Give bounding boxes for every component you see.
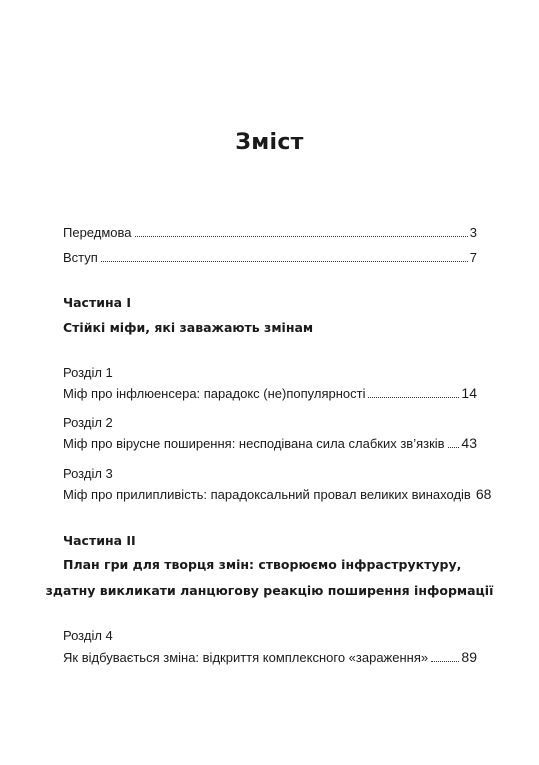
- dot-leader: [101, 260, 468, 262]
- dot-leader: [448, 446, 460, 448]
- toc-entry-label: Передмова: [63, 225, 132, 240]
- toc-entry-label: Міф про вірусне поширення: несподівана сила слабких зв’язків: [63, 436, 445, 451]
- toc-entry-page: 89: [461, 649, 477, 665]
- part-2-title-line-2: здатну викликати ланцюгову реакцію поширення інформації: [45, 583, 494, 598]
- toc-entry-foreword: [63, 225, 477, 241]
- chapter-3-section: Розділ 3: [63, 466, 113, 481]
- page-title: Зміст: [235, 130, 304, 155]
- dot-leader: [368, 396, 459, 398]
- toc-entry-introduction: [63, 250, 477, 266]
- toc-entry-chapter-3: [63, 486, 492, 503]
- toc-entry-page: 14: [461, 385, 477, 401]
- toc-entry-page: 43: [461, 435, 477, 451]
- toc-entry-label: Вступ: [63, 250, 98, 265]
- part-2-title-line-1: План гри для творця змін: створюємо інфраструктуру,: [63, 557, 462, 572]
- toc-entry-chapter-4: [63, 649, 477, 666]
- part-2-label: Частина ІІ: [63, 533, 136, 548]
- chapter-4-section: Розділ 4: [63, 628, 113, 643]
- chapter-2-section: Розділ 2: [63, 415, 113, 430]
- toc-entry-page: 68: [475, 486, 492, 502]
- chapter-1-section: Розділ 1: [63, 365, 113, 380]
- toc-entry-chapter-2: [63, 435, 477, 452]
- toc-entry-page: 7: [469, 250, 477, 265]
- dot-leader: [135, 235, 468, 237]
- toc-entry-chapter-1: [63, 385, 477, 402]
- toc-entry-label: Міф про прилипливість: парадоксальний провал великих винаходів: [63, 487, 471, 502]
- toc-entry-page: 3: [469, 225, 477, 240]
- toc-entry-label: Як відбувається зміна: відкриття комплексного «зараження»: [63, 650, 429, 665]
- dot-leader: [431, 660, 459, 662]
- toc-entry-label: Міф про інфлюенсера: парадокс (не)популярності: [63, 386, 366, 401]
- part-1-label: Частина І: [63, 295, 132, 310]
- part-1-title: Стійкі міфи, які заважають змінам: [63, 320, 314, 335]
